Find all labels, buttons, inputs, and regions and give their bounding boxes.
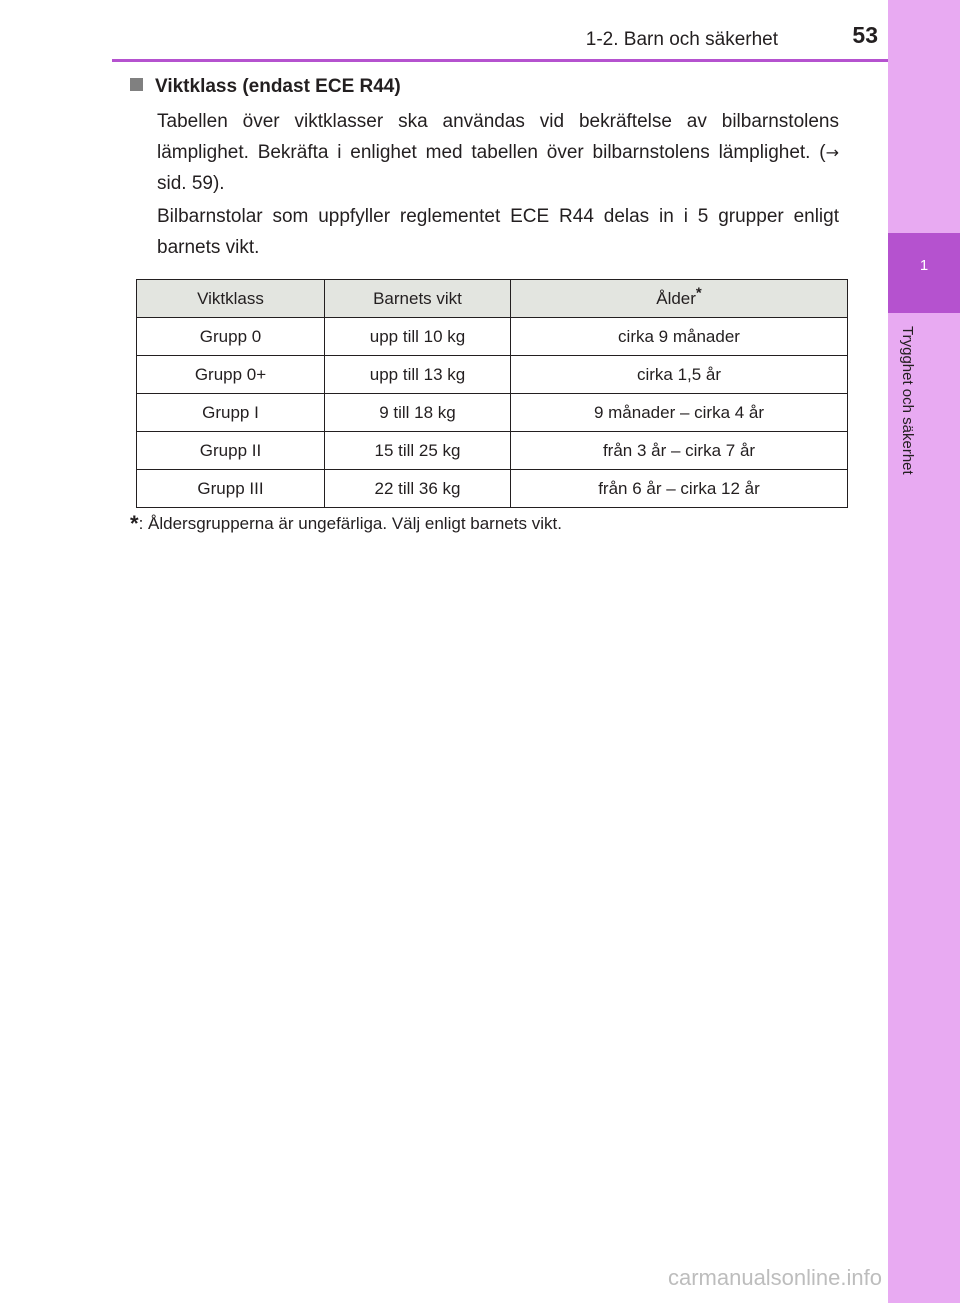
table-row xyxy=(137,432,848,470)
footnote-text: : Åldersgrupperna är ungefärliga. Välj enligt barnets vikt. xyxy=(138,514,562,533)
col-header-child-weight: Barnets vikt xyxy=(325,280,511,318)
chapter-sidebar xyxy=(888,0,960,1303)
weight-class-table xyxy=(136,279,848,508)
arrow-right-icon: → xyxy=(825,143,839,162)
heading-text: Viktklass (endast ECE R44) xyxy=(155,76,401,97)
cell-age: cirka 9 månader xyxy=(511,318,848,356)
page-reference-link[interactable]: sid. 59). xyxy=(157,173,225,194)
header-divider xyxy=(112,59,888,62)
footnote-mark: * xyxy=(695,283,702,301)
watermark: carmanualsonline.info xyxy=(667,1265,882,1290)
cell-weight: 15 till 25 kg xyxy=(325,432,511,470)
footnote-star: * xyxy=(130,511,139,536)
cell-age: 9 månader – cirka 4 år xyxy=(511,394,848,432)
chapter-title: Trygghet och säkerhet xyxy=(899,326,916,475)
cell-group: Grupp III xyxy=(137,470,325,508)
page-number: 53 xyxy=(852,22,878,48)
intro-text: Tabellen över viktklasser ska användas vid bekräftelse av bilbarnstolens lämplighet. Bekräfta i enlighet med tabellen över bilbarnstolens lämplighet. ( xyxy=(157,111,839,163)
cell-group: Grupp 0+ xyxy=(137,356,325,394)
cell-age: cirka 1,5 år xyxy=(511,356,848,394)
cell-weight: 22 till 36 kg xyxy=(325,470,511,508)
col-header-age xyxy=(511,280,848,318)
table-header-row xyxy=(137,280,848,318)
age-footnote xyxy=(130,511,562,537)
table-row xyxy=(137,394,848,432)
cell-group: Grupp II xyxy=(137,432,325,470)
section-heading xyxy=(130,76,401,98)
cell-group: Grupp 0 xyxy=(137,318,325,356)
table-row xyxy=(137,470,848,508)
chapter-number: 1 xyxy=(919,257,929,274)
square-bullet-icon xyxy=(130,78,143,91)
cell-weight: 9 till 18 kg xyxy=(325,394,511,432)
cell-weight: upp till 13 kg xyxy=(325,356,511,394)
cell-age: från 3 år – cirka 7 år xyxy=(511,432,848,470)
col-header-weight-class: Viktklass xyxy=(137,280,325,318)
table-row xyxy=(137,356,848,394)
col-header-age-text: Ålder xyxy=(656,288,696,308)
section-title: 1-2. Barn och säkerhet xyxy=(585,29,778,50)
cell-age: från 6 år – cirka 12 år xyxy=(511,470,848,508)
intro-paragraph xyxy=(157,106,839,199)
cell-group: Grupp I xyxy=(137,394,325,432)
table-row xyxy=(137,318,848,356)
groups-paragraph: Bilbarnstolar som uppfyller reglementet ECE R44 delas in i 5 grupper enligt barnets vikt. xyxy=(157,206,839,258)
cell-weight: upp till 10 kg xyxy=(325,318,511,356)
